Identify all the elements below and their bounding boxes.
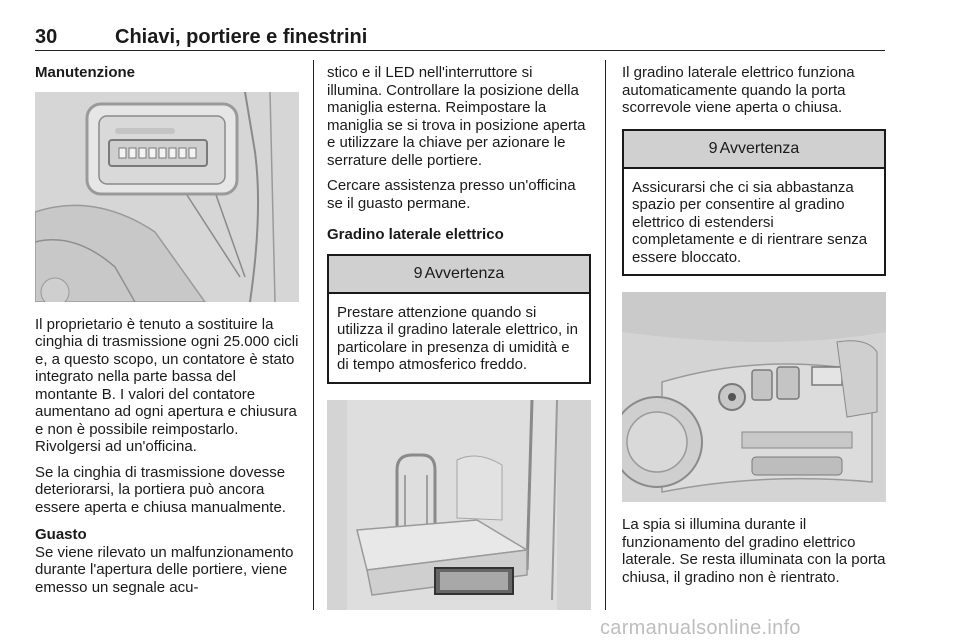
warning-box (622, 129, 886, 277)
warning-title: Avvertenza (719, 139, 800, 157)
paragraph: Il proprietario è tenuto a sostituire la cinghia di trasmissione ogni 25.000 cicli e, a questo scopo, un contatore è stato integrato nella parte bassa del montante B. I valori del contatore aumentano ad ogni apertura e chiusura e non è possibile reimpostarlo. Rivolgersi ad un'officina. (35, 315, 299, 455)
paragraph: Se la cinghia di trasmissione dovesse deteriorarsi, la portiera può ancora essere aperta e chiusa manualmente. (35, 463, 286, 516)
warning-text: Assicurarsi che ci sia abbastanza spazio per consentire al gradino elettrico di estendersi completamente e di rientrare senza essere bloccato. (632, 178, 868, 266)
side-step-illustration (327, 400, 591, 610)
header-rule (35, 50, 885, 51)
subsection-heading: Guasto (35, 526, 87, 543)
warning-box (327, 254, 591, 384)
warning-triangle-icon: 9 (708, 139, 718, 157)
column-3 (622, 64, 886, 594)
paragraph: stico e il LED nell'interruttore si illumina. Controllare la posizione della maniglia esterna. Reimpostare la maniglia se si trova in posizione aperta e utilizzare la chiave per azionare le serrature delle portiere. (327, 64, 586, 169)
section-heading: Gradino laterale elettrico (327, 226, 504, 243)
section-heading: Manutenzione (35, 64, 135, 81)
dashboard-switch-illustration (622, 292, 886, 502)
page-number: 30 (35, 26, 58, 48)
warning-triangle-icon: 9 (413, 264, 423, 282)
paragraph: La spia si illumina durante il funzionamento del gradino elettrico laterale. Se resta illuminata con la porta chiusa, il gradino non è rientrato. (622, 516, 886, 586)
counter-illustration (35, 92, 299, 302)
warning-title: Avvertenza (424, 264, 505, 282)
warning-header (329, 256, 589, 294)
watermark: carmanualsonline.info (600, 617, 801, 639)
warning-text: Prestare attenzione quando si utilizza il gradino laterale elettrico, in particolare in presenza di umidità e di tempo atmosferico freddo. (337, 303, 578, 373)
paragraph: Se viene rilevato un malfunzionamento durante l'apertura delle portiere, viene emesso un segnale acu- (35, 543, 294, 596)
warning-header (624, 131, 884, 169)
column-divider (313, 60, 314, 610)
column-2 (327, 64, 591, 610)
column-1 (35, 64, 299, 604)
paragraph: Il gradino laterale elettrico funziona automaticamente quando la porta scorrevole viene aperta o chiusa. (622, 64, 855, 116)
column-divider (605, 60, 606, 610)
chapter-title: Chiavi, portiere e finestrini (115, 26, 368, 48)
paragraph: Cercare assistenza presso un'officina se il guasto permane. (327, 177, 576, 212)
page-header (35, 18, 885, 52)
